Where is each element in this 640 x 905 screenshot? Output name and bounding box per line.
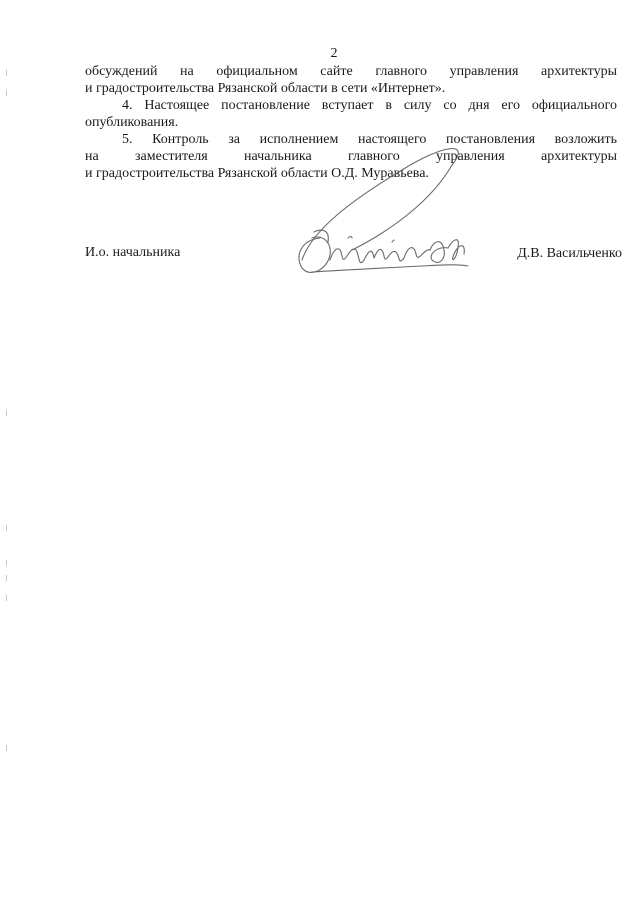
text-line: 5. Контроль за исполнением настоящего постановления возложить	[122, 132, 617, 147]
signatory-title: И.о. начальника	[85, 245, 181, 260]
paragraph-item-5	[85, 131, 617, 182]
signatory-name: Д.В. Васильченко	[517, 246, 622, 261]
document-body	[85, 63, 617, 182]
page-number: 2	[330, 46, 338, 61]
text-line: на заместителя начальника главного управления архитектуры	[85, 149, 617, 164]
text-line: и градостроительства Рязанской области О.Д. Муравьева.	[85, 166, 429, 181]
text-line: и градостроительства Рязанской области в сети «Интернет».	[85, 81, 446, 96]
signature-block	[85, 245, 622, 285]
text-line: опубликования.	[85, 115, 179, 130]
paragraph-item-4	[85, 97, 617, 131]
text-line: 4. Настоящее постановление вступает в силу со дня его официального	[122, 98, 617, 113]
paragraph-continuation	[85, 63, 617, 97]
scan-margin-marks	[6, 0, 10, 905]
text-line: обсуждений на официальном сайте главного управления архитектуры	[85, 64, 617, 79]
